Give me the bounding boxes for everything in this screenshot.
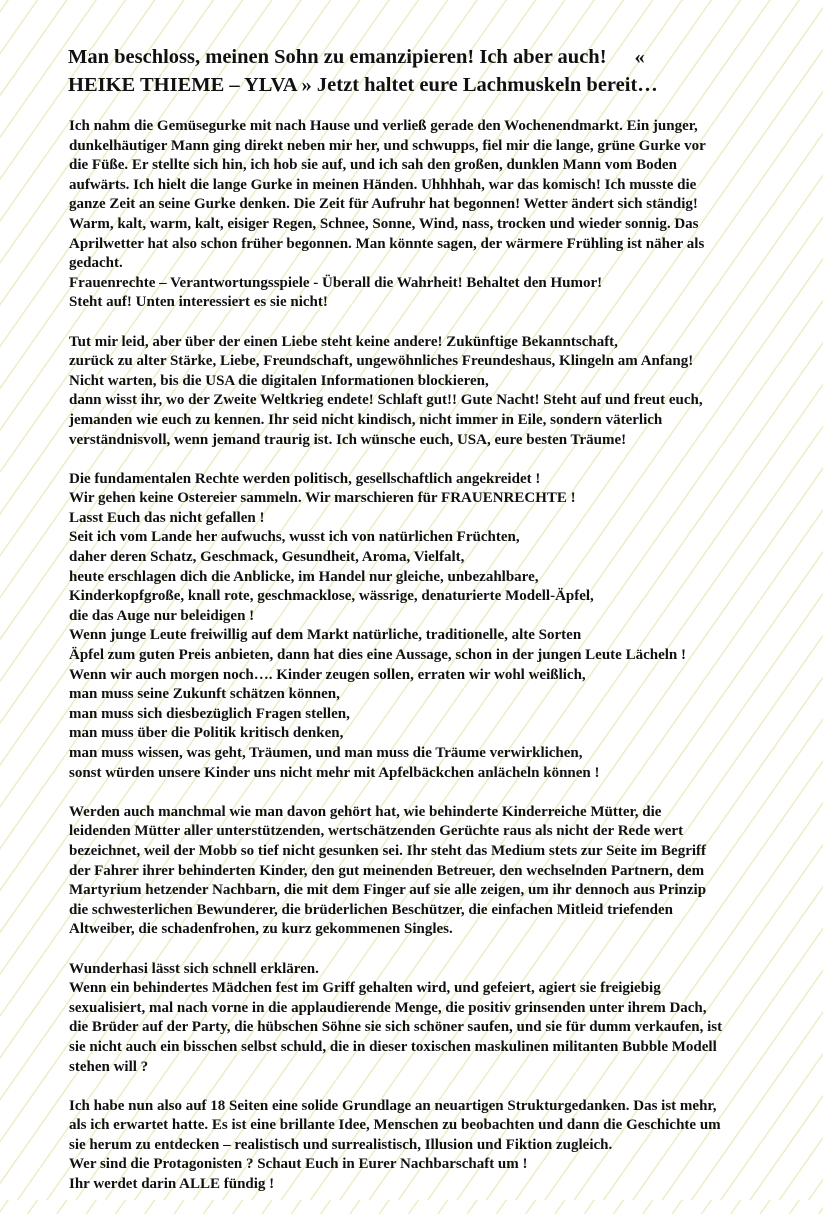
paragraph [69,1097,809,1195]
text-line: ganze Zeit an seine Gurke denken. Die Zeit für Aufruhr hat begonnen! Wetter ändert sich ständig! [69,196,698,213]
text-line: Altweiber, die schadenfrohen, zu kurz gekommenen Singles. [69,921,453,938]
title-quote-mark: « [634,46,645,68]
text-line: man muss seine Zukunft schätzen können, [69,686,340,703]
text-line: verständnisvoll, wenn jemand traurig ist. Ich wünsche euch, USA, eure besten Träume! [69,431,627,448]
text-line: Wenn wir auch morgen noch…. Kinder zeugen sollen, erraten wir wohl weißlich, [69,666,586,683]
text-line: Äpfel zum guten Preis anbieten, dann hat dies eine Aussage, schon in der jungen Leute Lächeln ! [69,647,686,664]
text-line: als ich erwartet hatte. Es ist eine brillante Idee, Menschen zu beobachten und dann die Geschichte um [69,1117,721,1134]
text-line: jemanden wie euch zu kennen. Ihr seid nicht kindisch, nicht immer in Eile, sondern väterlich [69,411,663,428]
text-line: Martyrium hetzender Nachbarn, die mit dem Finger auf sie alle zeigen, um ihr dennoch aus Prinzip [69,882,707,899]
text-line: sie nicht auch ein bisschen selbst schuld, die in dieser toxischen maskulinen militanten Bubble Modell [69,1038,717,1055]
text-line: Wunderhasi lässt sich schnell erklären. [69,960,319,977]
text-line: Werden auch manchmal wie man davon gehört hat, wie behinderte Kinderreiche Mütter, die [69,803,662,820]
paragraph [69,333,809,451]
text-line: sonst würden unsere Kinder uns nicht mehr mit Apfelbäckchen anlächeln können ! [69,764,600,781]
paragraph [69,803,809,940]
paragraph [69,470,809,784]
text-line: Wir gehen keine Ostereier sammeln. Wir marschieren für FRAUENRECHTE ! [69,490,576,507]
title-line-1-main: Man beschloss, meinen Sohn zu emanzipieren! Ich aber auch! [68,46,607,68]
text-line: bezeichnet, weil der Mobb so tief nicht gesunken sei. Ihr steht das Medium stets zur Seite im Begriff [69,842,707,859]
title-line-2: HEIKE THIEME – YLVA » Jetzt haltet eure Lachmuskeln bereit… [68,74,658,96]
text-line: aufwärts. Ich hielt die lange Gurke in meinen Händen. Uhhhhah, war das komisch! Ich musste die [69,176,697,193]
paragraph [69,960,809,1078]
text-line: Wenn ein behindertes Mädchen fest im Griff gehalten wird, und gefeiert, agiert sie freigiebig [69,980,661,997]
paragraph [69,117,809,313]
text-line: Aprilwetter hat also schon früher begonnen. Man könnte sagen, der wärmere Frühling ist näher als [69,235,705,252]
text-line: sie herum zu entdecken – realistisch und surrealistisch, Illusion und Fiktion zugleich. [69,1136,613,1153]
text-line: der Fahrer ihrer behinderten Kinder, den gut meinenden Betreuer, den wechselnden Partnern, dem [69,862,705,879]
text-line: Wer sind die Protagonisten ? Schaut Euch in Eurer Nachbarschaft um ! [69,1156,528,1173]
document-body [69,117,809,1214]
document-title [68,43,788,99]
text-line: Steht auf! Unten interessiert es sie nicht! [69,294,328,311]
text-line: daher deren Schatz, Geschmack, Gesundheit, Aroma, Vielfalt, [69,549,465,566]
text-line: Wenn junge Leute freiwillig auf dem Markt natürliche, traditionelle, alte Sorten [69,627,582,644]
text-line: die Füße. Er stellte sich hin, ich hob sie auf, und ich sah den großen, dunklen Mann vom Boden [69,157,677,174]
text-line: sexualisiert, mal nach vorne in die applaudierende Menge, die positiv grinsenden unter ihrem Dach, [69,999,707,1016]
text-line: stehen will ? [69,1058,149,1075]
text-line: Frauenrechte – Verantwortungsspiele - Überall die Wahrheit! Behaltet den Humor! [69,274,603,291]
text-line: man muss über die Politik kritisch denken, [69,725,344,742]
text-line: heute erschlagen dich die Anblicke, im Handel nur gleiche, unbezahlbare, [69,568,539,585]
text-line: Tut mir leid, aber über der einen Liebe steht keine andere! Zukünftige Bekanntschaft, [69,333,618,350]
title-line-1 [68,43,788,71]
text-line: Ihr werdet darin ALLE fündig ! [69,1176,275,1193]
text-line: man muss sich diesbezüglich Fragen stellen, [69,705,350,722]
text-line: leidenden Mütter aller unterstützenden, wertschätzenden Gerüchte raus als nicht der Rede wert [69,823,684,840]
text-line: gedacht. [69,255,123,272]
text-line: die das Auge nur beleidigen ! [69,607,255,624]
text-line: Warm, kalt, warm, kalt, eisiger Regen, Schnee, Sonne, Wind, nass, trocken und wieder sonnig. Das [69,215,699,232]
text-line: Lasst Euch das nicht gefallen ! [69,509,265,526]
text-line: die schwesterlichen Bewunderer, die brüderlichen Beschützer, die einfachen Mitleid triefenden [69,901,673,918]
text-line: dann wisst ihr, wo der Zweite Weltkrieg endete! Schlaft gut!! Gute Nacht! Steht auf und freut euch, [69,392,703,409]
text-line: Die fundamentalen Rechte werden politisch, gesellschaftlich angekreidet ! [69,470,541,487]
text-line: Nicht warten, bis die USA die digitalen Informationen blockieren, [69,372,489,389]
text-line: Ich habe nun also auf 18 Seiten eine solide Grundlage an neuartigen Strukturgedanken. Das ist mehr, [69,1097,717,1114]
text-line: Ich nahm die Gemüsegurke mit nach Hause und verließ gerade den Wochenendmarkt. Ein junger, [69,118,698,134]
text-line: dunkelhäutiger Mann ging direkt neben mir her, und schwupps, fiel mir die lange, grüne Gurke vor [69,137,706,154]
text-line: die Brüder auf der Party, die hübschen Söhne sie sich schöner saufen, und sie für dumm verkaufen, ist [69,1019,723,1036]
text-line: Seit ich vom Lande her aufwuchs, wusst ich von natürlichen Früchten, [69,529,520,546]
text-line: Kinderkopfgroße, knall rote, geschmacklose, wässrige, denaturierte Modell-Äpfel, [69,588,594,605]
text-line: zurück zu alter Stärke, Liebe, Freundschaft, ungewöhnliches Freundeshaus, Klingeln am Anfang! [69,353,694,370]
text-line: man muss wissen, was geht, Träumen, und man muss die Träume verwirklichen, [69,745,583,761]
